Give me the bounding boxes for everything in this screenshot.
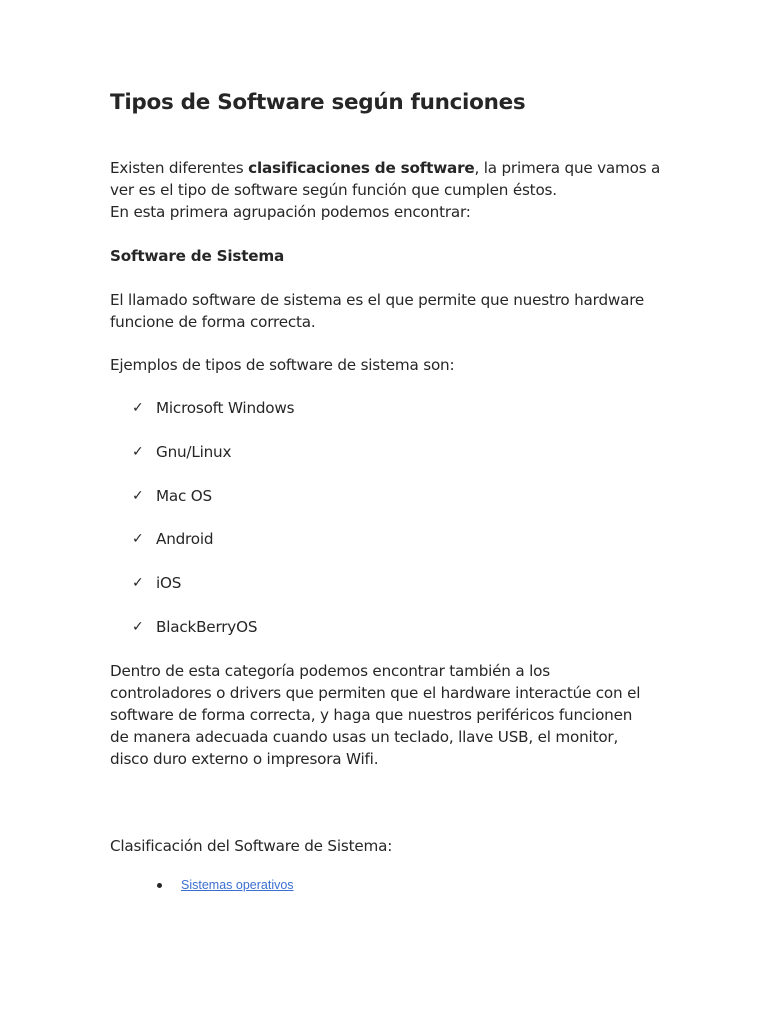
- drivers-line-2: controladores o drivers que permiten que el hardware interactúe con el: [110, 684, 641, 702]
- drivers-line-4: de manera adecuada cuando usas un teclado, llave USB, el monitor,: [110, 728, 619, 746]
- examples-intro: Ejemplos de tipos de software de sistema son:: [110, 356, 455, 374]
- intro-bold-term: clasificaciones de software: [248, 159, 475, 177]
- list-item-label: Mac OS: [156, 486, 212, 505]
- checkmark-icon: ✓: [132, 618, 144, 635]
- checkmark-icon: ✓: [132, 531, 144, 548]
- definition-line-2: funcione de forma correcta.: [110, 313, 316, 331]
- intro-text: , la primera que vamos a: [474, 159, 661, 177]
- intro-paragraph: [110, 157, 660, 223]
- list-item-label: Microsoft Windows: [156, 399, 295, 417]
- section-heading: Software de Sistema: [110, 247, 285, 265]
- list-item-label: iOS: [156, 574, 182, 593]
- checkmark-icon: ✓: [132, 443, 144, 460]
- intro-line-3: En esta primera agrupación podemos encontrar:: [110, 203, 471, 221]
- definition-line-1: El llamado software de sistema es el que permite que nuestro hardware: [110, 291, 645, 309]
- checkmark-icon: ✓: [132, 487, 144, 504]
- drivers-line-5: disco duro externo o impresora Wifi.: [110, 750, 379, 768]
- intro-line-2: ver es el tipo de software según función que cumplen éstos.: [110, 181, 557, 199]
- classification-heading: Clasificación del Software de Sistema:: [110, 837, 393, 855]
- drivers-paragraph: [110, 660, 640, 770]
- sistemas-operativos-link[interactable]: Sistemas operativos: [181, 878, 294, 892]
- checkmark-icon: ✓: [132, 575, 144, 592]
- intro-line-1: [110, 157, 660, 179]
- page-title: Tipos de Software según funciones: [110, 90, 526, 115]
- list-item-label: Gnu/Linux: [156, 442, 232, 461]
- definition-paragraph: [110, 289, 644, 333]
- checkmark-icon: ✓: [132, 400, 144, 416]
- list-item-label: Android: [156, 530, 214, 549]
- drivers-line-3: software de forma correcta, y haga que nuestros periféricos funcionen: [110, 706, 633, 724]
- drivers-line-1: Dentro de esta categoría podemos encontrar también a los: [110, 662, 550, 680]
- list-item-label: BlackBerryOS: [156, 617, 258, 636]
- intro-text: Existen diferentes: [110, 159, 249, 177]
- bullet-icon: [157, 883, 162, 888]
